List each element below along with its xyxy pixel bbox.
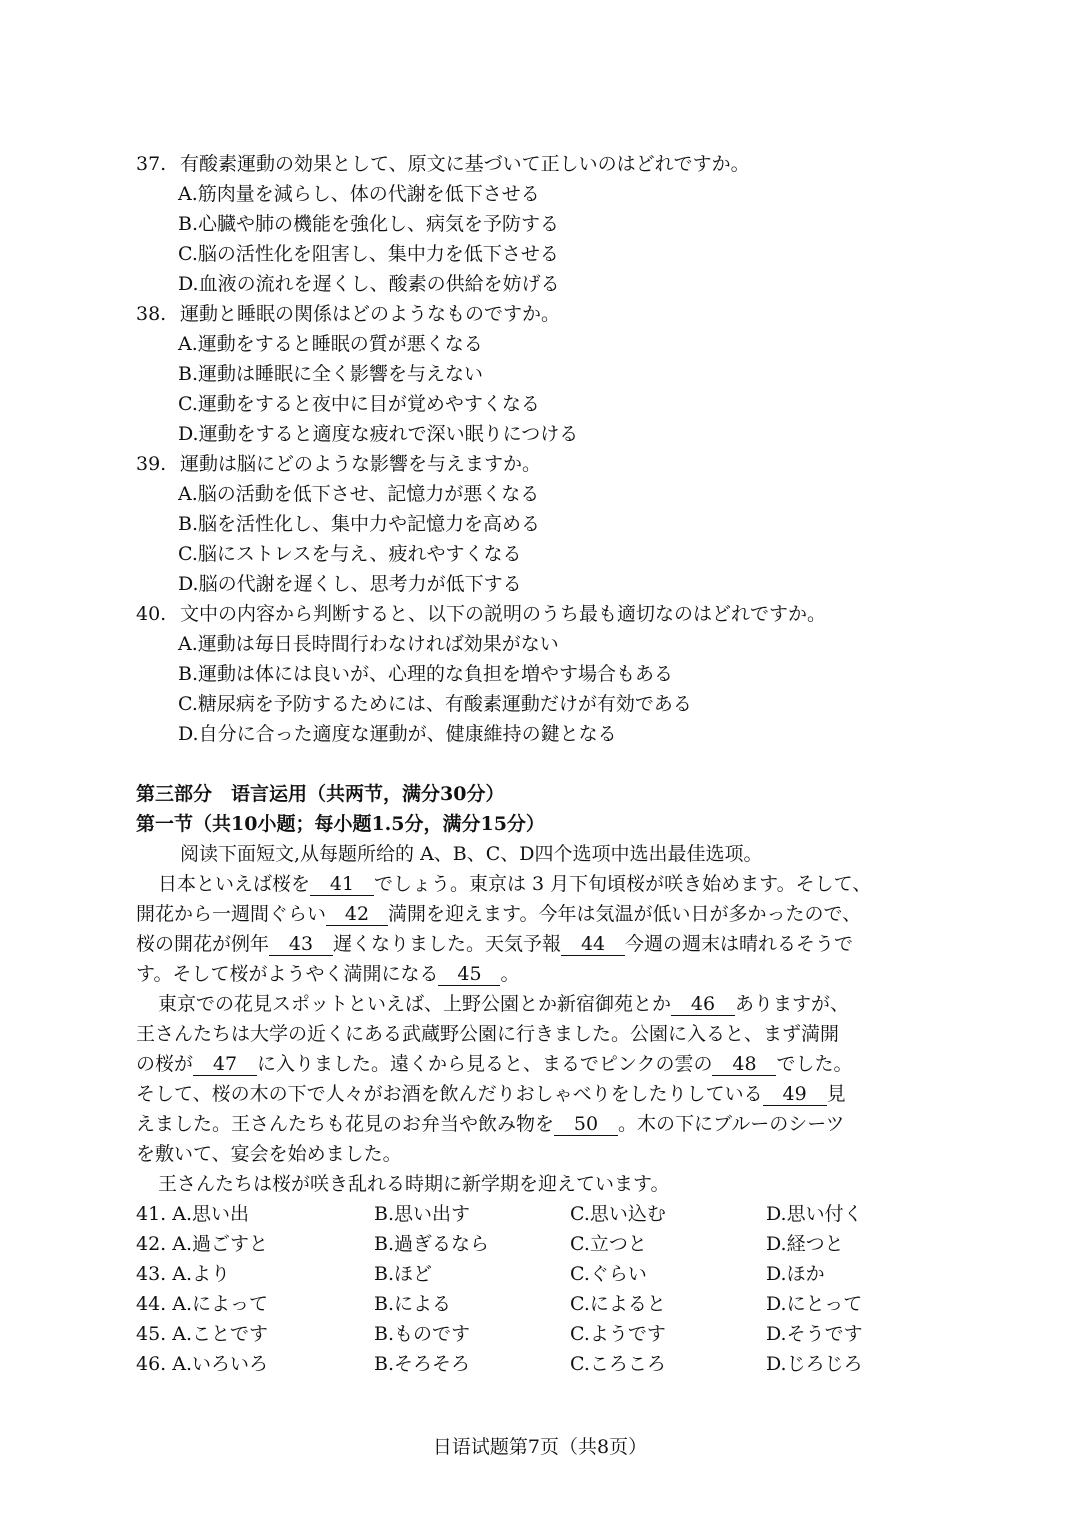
choice-a-text: A.より <box>172 1263 231 1285</box>
option-c: C.糖尿病を予防するためには、有酸素運動だけが有効である <box>178 693 692 715</box>
choice-a-text: A.いろいろ <box>172 1353 269 1375</box>
blank-50: 50 <box>554 1113 618 1136</box>
question-number: 37. <box>136 153 167 175</box>
passage-line <box>158 989 849 1019</box>
question-stem: 有酸素運動の効果として、原文に基づいて正しいのはどれですか。 <box>180 153 750 175</box>
choice-number: 44. <box>136 1293 167 1315</box>
choice-row-46 <box>136 1349 936 1379</box>
choice-row-42 <box>136 1229 936 1259</box>
choice-number: 41. <box>136 1203 167 1225</box>
choice-a-text: A.によって <box>172 1293 269 1315</box>
choice-row-45 <box>136 1319 936 1349</box>
blank-49: 49 <box>763 1083 827 1106</box>
choice-a <box>136 1259 230 1289</box>
passage-line <box>136 1049 852 1079</box>
passage-text: えました。王さんたちも花見のお弁当や飲み物を <box>136 1113 555 1135</box>
passage-line: 王さんたちは桜が咲き乱れる時期に新学期を迎えています。 <box>158 1173 670 1195</box>
choice-a <box>136 1319 268 1349</box>
choice-a <box>136 1199 249 1229</box>
choice-b: B.による <box>374 1293 452 1315</box>
choice-a <box>136 1229 268 1259</box>
option-a: A.筋肉量を減らし、体の代謝を低下させる <box>178 183 540 205</box>
option-b: B.運動は睡眠に全く影響を与えない <box>178 363 484 385</box>
choice-d: D.経つと <box>766 1233 844 1255</box>
passage-line <box>136 959 520 989</box>
option-b: B.運動は体には良いが、心理的な負担を増やす場合もある <box>178 663 674 685</box>
option-a: A.運動をすると睡眠の質が悪くなる <box>178 333 483 355</box>
choice-number: 46. <box>136 1353 167 1375</box>
choice-a-text: A.思い出 <box>172 1203 250 1225</box>
choice-number: 43. <box>136 1263 167 1285</box>
choice-c: C.によると <box>570 1293 666 1315</box>
passage-line: 王さんたちは大学の近くにある武蔵野公園に行きました。公園に入ると、まず満開 <box>136 1023 840 1045</box>
question-number: 39. <box>136 453 167 475</box>
choice-d: D.そうです <box>766 1323 863 1345</box>
blank-41: 41 <box>310 873 374 896</box>
option-d: D.脳の代謝を遅くし、思考力が低下する <box>178 573 522 595</box>
passage-text: 開花から一週間ぐらい <box>136 903 327 925</box>
passage-text: ありますが、 <box>735 993 850 1015</box>
option-d: D.血液の流れを遅くし、酸素の供給を妨げる <box>178 273 560 295</box>
option-d: D.自分に合った適度な運動が、健康維持の鍵となる <box>178 723 617 745</box>
passage-text: 日本といえば桜を <box>158 873 311 895</box>
page-footer: 日语试题第7页（共8页） <box>432 1436 648 1458</box>
passage-line: を敷いて、宴会を始めました。 <box>136 1143 402 1165</box>
option-d: D.運動をすると適度な疲れで深い眠りにつける <box>178 423 579 445</box>
choice-row-41 <box>136 1199 936 1229</box>
passage-text: そして、桜の木の下で人々がお酒を飲んだりおしゃべりをしたりしている <box>136 1083 763 1105</box>
option-a: A.脳の活動を低下させ、記憶力が悪くなる <box>178 483 540 505</box>
instruction-text: 阅读下面短文,从每题所给的 A、B、C、D四个选项中选出最佳选项。 <box>180 843 763 865</box>
section-title: 第一节（共10小题；每小题1.5分，满分15分） <box>136 813 545 835</box>
blank-44: 44 <box>561 933 625 956</box>
blank-48: 48 <box>712 1053 776 1076</box>
passage-text: 。木の下にブルーのシーツ <box>618 1113 845 1135</box>
choice-a <box>136 1349 268 1379</box>
passage-text: 今週の週末は晴れるそうで <box>625 933 854 955</box>
option-c: C.運動をすると夜中に目が覚めやすくなる <box>178 393 540 415</box>
blank-45: 45 <box>438 963 500 986</box>
question-number: 40. <box>136 603 167 625</box>
choice-c: C.立つと <box>570 1233 647 1255</box>
passage-line <box>158 869 871 899</box>
choice-d: D.ほか <box>766 1263 825 1285</box>
question-number: 38. <box>136 303 167 325</box>
passage-line <box>136 1109 845 1139</box>
choice-number: 42. <box>136 1233 167 1255</box>
option-c: C.脳にストレスを与え、疲れやすくなる <box>178 543 522 565</box>
passage-line <box>136 929 853 959</box>
choice-a-text: A.ことです <box>172 1323 269 1345</box>
choice-b: B.過ぎるなら <box>374 1233 490 1255</box>
passage-text: でした。 <box>776 1053 853 1075</box>
choice-a-text: A.過ごすと <box>172 1233 269 1255</box>
option-b: B.心臓や肺の機能を強化し、病気を予防する <box>178 213 560 235</box>
passage-text: 東京での花見スポットといえば、上野公園とか新宿御苑とか <box>158 993 672 1015</box>
passage-text: す。そして桜がようやく満開になる <box>136 963 439 985</box>
passage-text: の桜が <box>136 1053 194 1075</box>
part-title: 第三部分 语言运用（共两节，满分30分） <box>136 783 505 805</box>
question-stem: 文中の内容から判断すると、以下の説明のうち最も適切なのはどれですか。 <box>180 603 827 625</box>
choice-d: D.じろじろ <box>766 1353 863 1375</box>
passage-text: 。 <box>500 963 520 985</box>
choice-b: B.ほど <box>374 1263 433 1285</box>
choice-row-43 <box>136 1259 936 1289</box>
choice-c: C.思い込む <box>570 1203 666 1225</box>
choice-b: B.思い出す <box>374 1203 471 1225</box>
choice-a <box>136 1289 268 1319</box>
choice-row-44 <box>136 1289 936 1319</box>
blank-47: 47 <box>193 1053 257 1076</box>
passage-text: 遅くなりました。天気予報 <box>333 933 562 955</box>
blank-43: 43 <box>269 933 333 956</box>
choice-d: D.思い付く <box>766 1203 863 1225</box>
choice-c: C.ぐらい <box>570 1263 647 1285</box>
option-a: A.運動は毎日長時間行わなければ効果がない <box>178 633 559 655</box>
blank-42: 42 <box>326 903 388 926</box>
passage-text: 満開を迎えます。今年は気温が低い日が多かったので、 <box>388 903 862 925</box>
choice-c: C.ころころ <box>570 1353 666 1375</box>
choice-c: C.ようです <box>570 1323 666 1345</box>
passage-text: 桜の開花が例年 <box>136 933 270 955</box>
passage-text: でしょう。東京は 3 月下旬頃桜が咲き始めます。そして、 <box>374 873 872 895</box>
question-stem: 運動と睡眠の関係はどのようなものですか。 <box>180 303 561 325</box>
option-b: B.脳を活性化し、集中力や記憶力を高める <box>178 513 541 535</box>
passage-text: に入りました。遠くから見ると、まるでピンクの雲の <box>257 1053 713 1075</box>
passage-line <box>136 899 861 929</box>
passage-text: 見 <box>826 1083 846 1105</box>
choice-number: 45. <box>136 1323 167 1345</box>
choice-b: B.そろそろ <box>374 1353 471 1375</box>
option-c: C.脳の活性化を阻害し、集中力を低下させる <box>178 243 559 265</box>
blank-46: 46 <box>671 993 735 1016</box>
question-stem: 運動は脳にどのような影響を与えますか。 <box>180 453 542 475</box>
choice-d: D.にとって <box>766 1293 863 1315</box>
passage-line <box>136 1079 846 1109</box>
choice-b: B.ものです <box>374 1323 471 1345</box>
